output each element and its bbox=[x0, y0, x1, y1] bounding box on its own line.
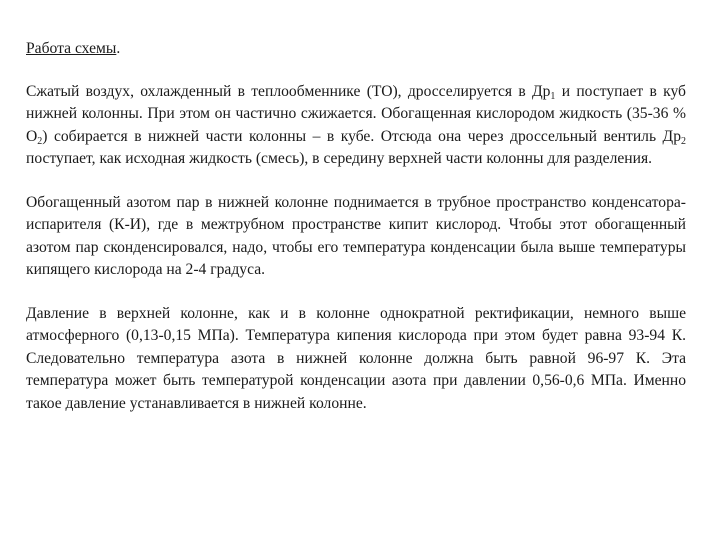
paragraph-3: Давление в верхней колонне, как и в колонне однократной ректификации, немного выше атмосферного (0,13-0,15 МПа). Температура кипения кислорода при этом будет равна 93-94 К. Следовательно температура азота в нижней колонне должна быть равной 96-97 К. Эта температура может быть температурой конденсации азота при давлении 0,56-0,6 МПа. Именно такое давление устанавливается в нижней колонне. bbox=[26, 304, 686, 412]
subscript-3: 2 bbox=[681, 135, 686, 147]
paragraph-1-text-c: ) собирается в нижней части колонны – в кубе. Отсюда она через дроссельный вентиль Др bbox=[42, 127, 681, 145]
section-heading-period: . bbox=[116, 40, 121, 57]
section-heading bbox=[26, 38, 686, 61]
paragraph-1 bbox=[26, 81, 686, 171]
paragraph-1-text-d: поступает, как исходная жидкость (смесь), в середину верхней части колонны для разделения. bbox=[26, 150, 653, 167]
document-page bbox=[26, 38, 686, 436]
subscript-2: 2 bbox=[37, 135, 43, 147]
paragraph-2: Обогащенный азотом пар в нижней колонне поднимается в трубное пространство конденсатора-испарителя (К-И), где в межтрубном пространстве кипит кислород. Чтобы этот обогащенный азотом пар сконденсировался, надо, чтобы его температура конденсации была выше температуры кипящего кислорода на 2-4 градуса. bbox=[26, 193, 686, 278]
section-heading-title: Работа схемы bbox=[26, 40, 117, 57]
paragraph-1-text-a: Сжатый воздух, охлажденный в теплообменнике (ТО), дросселируется в Др bbox=[26, 82, 551, 100]
paragraph-1-text-b: и поступает в куб нижней колонны. При этом он частично сжижается. Обогащенная кислородом жидкость (35-36 % О bbox=[26, 82, 686, 145]
subscript-1: 1 bbox=[550, 90, 556, 102]
